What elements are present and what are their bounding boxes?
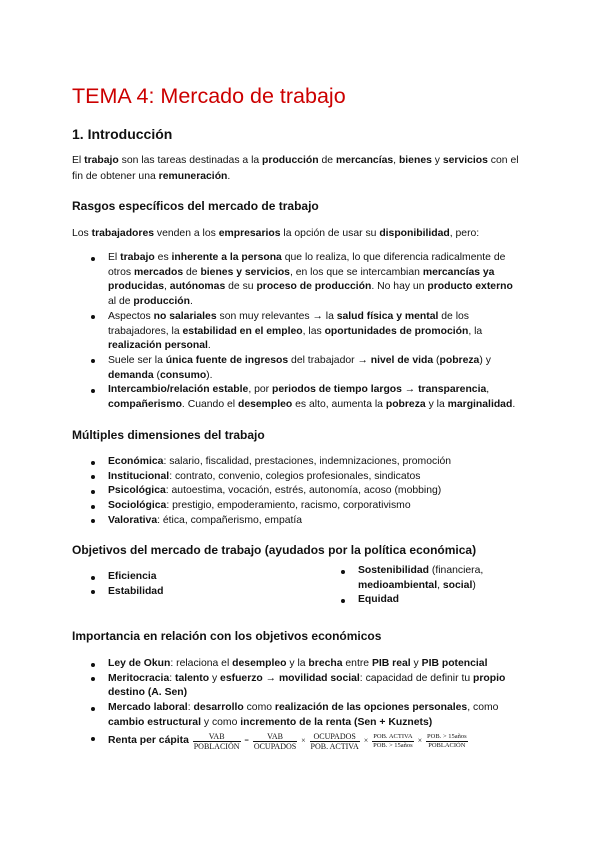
dimensiones-list bbox=[89, 455, 451, 529]
objetivos-list-left bbox=[89, 570, 163, 599]
heading-importancia: Importancia en relación con los objetivos económicos bbox=[72, 629, 382, 643]
list-item: Sostenibilidad (financiera, medioambiental, social) bbox=[339, 564, 483, 593]
list-item: El trabajo es inherente a la persona que lo realiza, lo que diferencia radicalmente de otros mercados de bienes y servicios, en los que se intercambian mercancías ya producidas, autónomas de su proceso de producción. No hay un producto externo al de producción. bbox=[89, 251, 515, 310]
list-item: Sociológica: prestigio, empoderamiento, racismo, corporativismo bbox=[89, 499, 451, 514]
heading-dimensiones: Múltiples dimensiones del trabajo bbox=[72, 428, 265, 442]
objetivos-list-right bbox=[339, 564, 483, 608]
heading-objetivos: Objetivos del mercado de trabajo (ayudados por la política económica) bbox=[72, 543, 477, 557]
list-item: Meritocracia: talento y esfuerzo → movilidad social: capacidad de definir tu propio destino (A. Sen) bbox=[89, 672, 505, 701]
fraction-ocupados-pobactiva: $\frac{\text{OCUPADOS}}{\text{POB. ACTIVA}}$ bbox=[310, 731, 359, 751]
rasgos-lead: Los trabajadores venden a los empresarios la opción de usar su disponibilidad, pero: bbox=[72, 228, 480, 239]
fraction-pobactiva-pob15: $\frac{\text{POB. ACTIVA}}{\text{POB. > 15años}}$ bbox=[373, 732, 413, 749]
list-item: Institucional: contrato, convenio, colegios profesionales, sindicatos bbox=[89, 470, 451, 485]
importancia-list bbox=[89, 657, 505, 751]
page-title: TEMA 4: Mercado de trabajo bbox=[72, 84, 346, 108]
list-item: Intercambio/relación estable, por periodos de tiempo largos → transparencia, compañerismo. Cuando el desempleo es alto, aumenta la pobreza y la marginalidad. bbox=[89, 383, 515, 412]
list-item: Suele ser la única fuente de ingresos del trabajador → nivel de vida (pobreza) y demanda (consumo). bbox=[89, 354, 515, 383]
heading-rasgos: Rasgos específicos del mercado de trabajo bbox=[72, 199, 319, 213]
list-item: Económica: salario, fiscalidad, prestaciones, indemnizaciones, promoción bbox=[89, 455, 451, 470]
list-item: Equidad bbox=[339, 593, 483, 608]
fraction-pob15-poblacion: $\frac{\text{POB. > 15años}}{\text{POBLACIÓN}}$ bbox=[427, 732, 467, 749]
renta-formula: Renta per cápita $\frac{\text{VAB}}{\text{POBLACIÓN}}$ = $\frac{\text{VAB}}{\text{OCUPADOS}}$ × $\frac{\text{OCUPADOS}}{\text{POB. ACTIVA}}$ × $\frac{\text{POB. ACTIVA}}{\text{POB. > 15años}}$ × $\frac{\text{POB. > 15años}}{\text{POBLACIÓN}}$ bbox=[108, 731, 467, 751]
list-item: Estabilidad bbox=[89, 585, 163, 600]
list-item: Eficiencia bbox=[89, 570, 163, 585]
intro-paragraph: El trabajo son las tareas destinadas a la producción de mercancías, bienes y servicios con el fin de obtener una remuneración. bbox=[72, 155, 519, 182]
rasgos-list bbox=[89, 251, 515, 413]
list-item: Mercado laboral: desarrollo como realización de las opciones personales, como cambio estructural y como incremento de la renta (Sen + Kuznets) bbox=[89, 701, 505, 730]
fraction-vab-poblacion: $\frac{\text{VAB}}{\text{POBLACIÓN}}$ bbox=[193, 731, 240, 751]
list-item: Ley de Okun: relaciona el desempleo y la brecha entre PIB real y PIB potencial bbox=[89, 657, 505, 672]
fraction-vab-ocupados: $\frac{\text{VAB}}{\text{OCUPADOS}}$ bbox=[253, 731, 297, 751]
list-item-renta-per-capita bbox=[89, 732, 505, 751]
section-heading-introduccion: 1. Introducción bbox=[72, 126, 173, 142]
list-item: Psicológica: autoestima, vocación, estrés, autonomía, acoso (mobbing) bbox=[89, 484, 451, 499]
list-item: Aspectos no salariales son muy relevantes → la salud física y mental de los trabajadores, la estabilidad en el empleo, las oportunidades de promoción, la realización personal. bbox=[89, 310, 515, 354]
list-item: Valorativa: ética, compañerismo, empatía bbox=[89, 514, 451, 529]
